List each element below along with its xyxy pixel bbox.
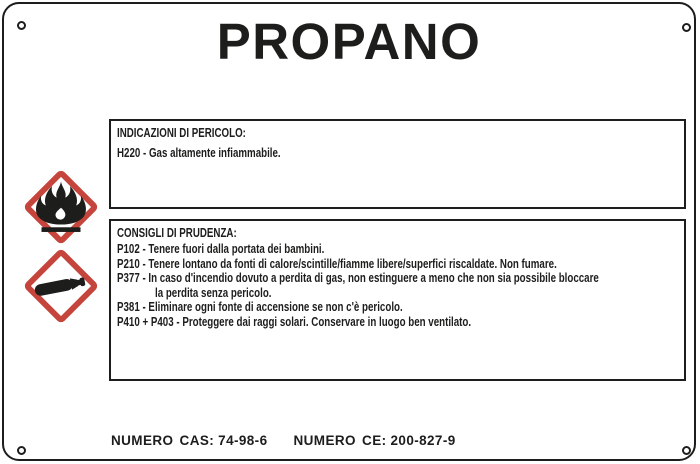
- precaution-statement-p210: P210 - Tenere lontano da fonti di calore/scintille/fiamme libere/superfici riscaldate. Non fumare.: [117, 256, 557, 271]
- precaution-box-title: CONSIGLI DI PRUDENZA:: [117, 226, 237, 240]
- sign-plate: [2, 2, 696, 461]
- precaution-statement-p102: P102 - Tenere fuori dalla portata dei bambini.: [117, 242, 325, 256]
- mounting-hole-bottom-right: [682, 446, 691, 455]
- hazard-statements-box: [109, 119, 686, 209]
- precaution-statement-p410-p403: P410 + P403 - Proteggere dai raggi solari. Conservare in luogo ben ventilato.: [117, 314, 472, 329]
- sign-title: PROPANO: [216, 13, 482, 70]
- mounting-hole-bottom-left: [17, 446, 26, 455]
- ghs04-gas-under-pressure-pictogram: [22, 247, 100, 325]
- hazard-statement-h220: H220 - Gas altamente infiammabile.: [117, 146, 281, 160]
- registry-numbers-footer: [111, 433, 456, 448]
- ghs02-flammable-pictogram: [22, 168, 100, 246]
- ce-number-value: 200-827-9: [390, 433, 456, 448]
- cas-number-label: NUMERO CAS:: [111, 433, 215, 448]
- cas-number-value: 74-98-6: [218, 433, 268, 448]
- precaution-statement-p377: P377 - In caso d'incendio dovuto a perdita di gas, non estinguere a meno che non sia possibile bloccare: [117, 271, 599, 286]
- precaution-statement-p377-continuation: la perdita senza pericolo.: [155, 285, 272, 300]
- hazard-box-title: INDICAZIONI DI PERICOLO:: [117, 126, 246, 140]
- precaution-statement-p381: P381 - Eliminare ogni fonte di accensione se non c'è pericolo.: [117, 300, 403, 315]
- flame-ghs02-icon: [22, 168, 100, 246]
- precautionary-statements-box: [109, 219, 686, 381]
- ce-number-label: NUMERO CE:: [293, 433, 387, 448]
- gas-cylinder-ghs04-icon: [22, 247, 100, 325]
